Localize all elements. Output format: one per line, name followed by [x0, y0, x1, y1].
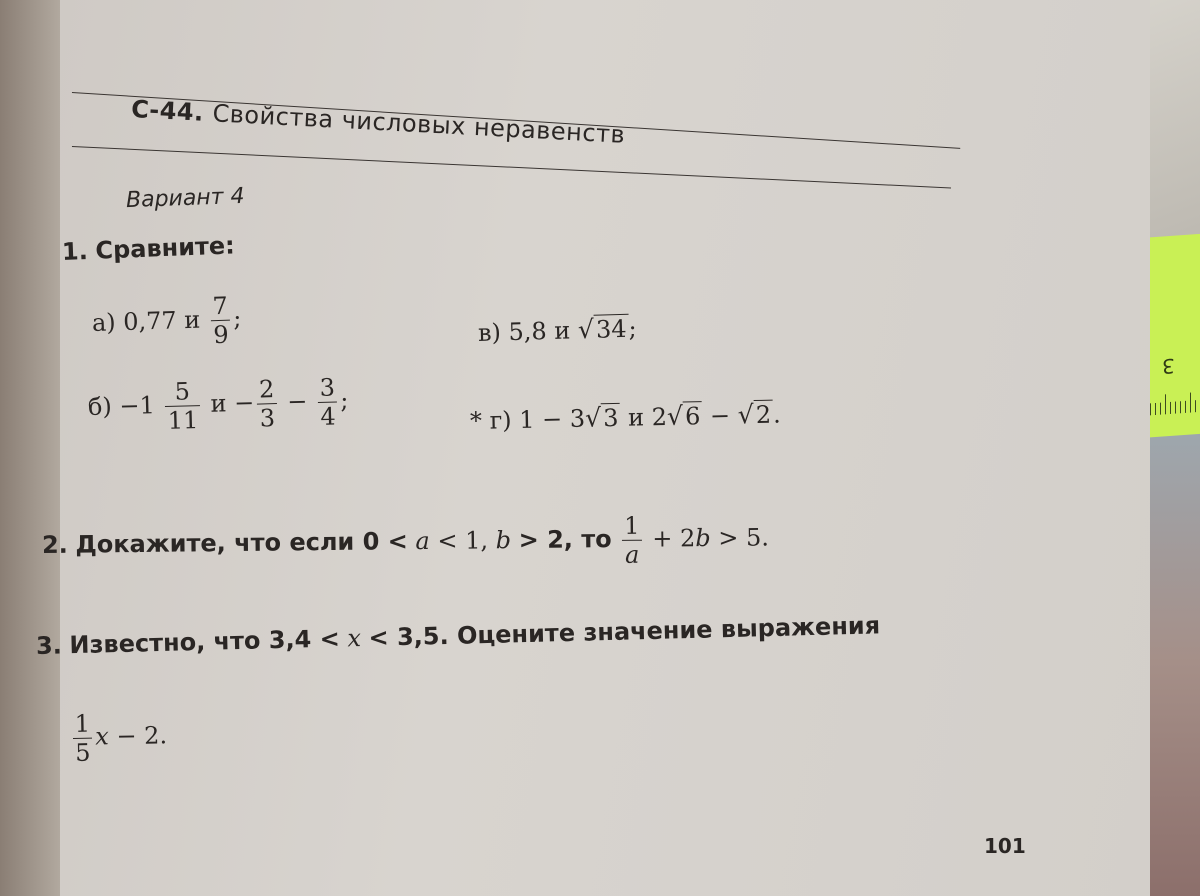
task1-item-a	[91, 293, 242, 351]
ruler-number-right: 3	[1162, 353, 1175, 379]
item-v-end: ;	[628, 314, 638, 343]
task1-item-b	[87, 375, 349, 435]
item-a-value: 0,77	[122, 306, 178, 337]
item-v-label: в)	[477, 318, 502, 347]
task3-var-x: x	[347, 624, 362, 653]
header-rule-bottom	[72, 146, 951, 188]
task2-var-b2: b	[695, 523, 711, 553]
fraction-numerator: 3	[317, 375, 337, 402]
sqrt-radicand: 3	[601, 403, 621, 432]
ruler-tick	[1175, 402, 1176, 414]
task3-text: Известно, что 3,4 <	[69, 624, 341, 660]
ruler-tick	[1185, 401, 1186, 413]
item-g-end: .	[772, 400, 781, 429]
task3-var-x2: x	[95, 722, 110, 751]
item-g-part2: 2	[651, 402, 668, 432]
item-a-fraction	[210, 291, 231, 350]
item-a-end: ;	[232, 304, 242, 333]
item-g-star: *	[469, 406, 483, 435]
sqrt-radicand: 2	[753, 400, 773, 429]
item-g-label: г)	[489, 406, 512, 435]
fraction-denominator: a	[624, 540, 640, 569]
task3-expression	[70, 710, 168, 765]
task2-mid2: > 2, то	[518, 525, 612, 555]
item-b-whole: −1	[119, 391, 156, 421]
fraction-numerator: 1	[622, 514, 642, 541]
item-b-label: б)	[87, 392, 113, 421]
item-b-fraction-3	[317, 373, 338, 431]
task3-fraction	[73, 709, 93, 767]
sqrt-radicand: 6	[683, 401, 703, 430]
ruler-tick	[1155, 403, 1156, 415]
ruler-tick	[1150, 403, 1151, 415]
fraction-denominator: 9	[212, 320, 230, 350]
section-title	[131, 95, 626, 149]
item-v-and: и	[553, 316, 571, 345]
item-b-end: ;	[339, 386, 349, 415]
ruler-tick	[1180, 401, 1181, 413]
fraction-numerator: 2	[257, 377, 277, 404]
fraction-denominator: 11	[167, 406, 199, 435]
item-g-sqrt-2: √ 6	[666, 401, 701, 431]
task1-item-v	[478, 314, 637, 347]
section-title-text: Свойства числовых неравенств	[211, 99, 626, 149]
item-g-and: и	[627, 403, 645, 432]
ruler-tick	[1170, 402, 1171, 414]
variant-label: Вариант 4	[125, 183, 245, 214]
task2-number: 2.	[41, 530, 68, 559]
fraction-denominator: 3	[259, 404, 276, 433]
task2-plus: + 2	[652, 524, 696, 553]
item-b-and: и	[210, 389, 227, 418]
fraction-numerator: 5	[165, 379, 200, 407]
item-g-sqrt-3: √ 2	[737, 400, 772, 430]
ruler-tick	[1165, 394, 1166, 414]
task3-tail: − 2.	[116, 721, 168, 751]
task2-tail: > 5.	[718, 523, 770, 552]
ruler-tick	[1195, 400, 1196, 412]
task2-mid: < 1,	[437, 526, 489, 555]
item-b-fraction-2	[257, 375, 278, 433]
task1-text: Сравните:	[94, 231, 236, 265]
task3-rest: < 3,5. Оцените значение выражения	[368, 611, 881, 652]
fraction-denominator: 5	[75, 738, 91, 767]
task2-fraction	[622, 511, 642, 569]
fraction-denominator: 4	[320, 402, 337, 431]
sqrt-radicand: 34	[594, 314, 629, 344]
task1-number: 1.	[61, 237, 89, 266]
task2-var-a: a	[415, 526, 430, 556]
task2-text: Докажите, что если 0 <	[75, 527, 408, 559]
ruler-tick	[1160, 403, 1161, 415]
item-g-part1: 1 − 3	[518, 404, 586, 434]
page-number: 101	[984, 834, 1026, 858]
task2	[42, 512, 770, 573]
item-b-fraction-1	[165, 379, 201, 433]
item-b-minus: −	[233, 388, 255, 418]
item-v-sqrt: √ 34	[577, 314, 627, 345]
item-a-and: и	[183, 305, 201, 335]
item-g-minus: −	[709, 401, 731, 430]
item-g-sqrt-1: √ 3	[584, 403, 619, 433]
fraction-numerator: 7	[210, 294, 230, 322]
section-number: С-44.	[130, 95, 205, 127]
textbook-page	[60, 0, 1150, 896]
ruler-tick	[1190, 393, 1191, 413]
fraction-numerator: 1	[73, 712, 93, 739]
task2-var-b: b	[495, 526, 512, 555]
item-b-minus: −	[286, 387, 308, 416]
task3-number: 3.	[35, 631, 63, 660]
item-a-label: а)	[91, 308, 117, 337]
item-v-value: 5,8	[508, 317, 548, 347]
